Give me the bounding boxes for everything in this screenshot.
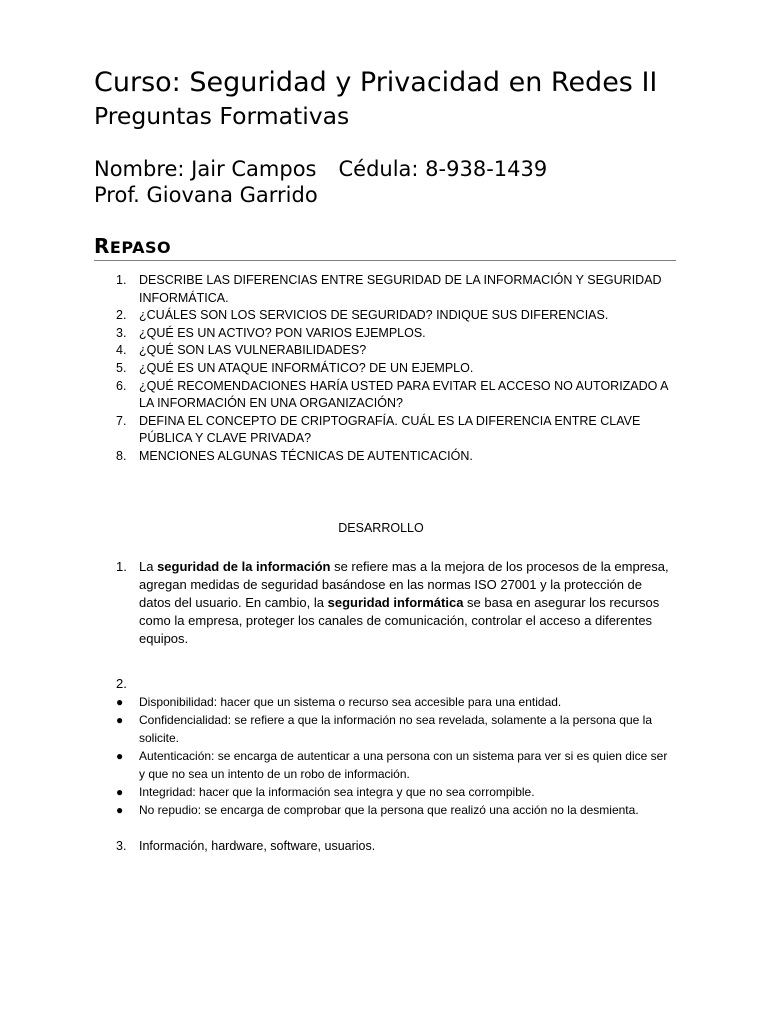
question-item: 5. ¿QUÉ ES UN ATAQUE INFORMÁTICO? DE UN EJEMPLO. (116, 360, 474, 375)
question-item: 1. DESCRIBE LAS DIFERENCIAS ENTRE SEGURIDAD DE LA INFORMACIÓN Y SEGURIDAD INFORMÁTICA. (116, 273, 662, 305)
student-name: Nombre: Jair Campos (94, 157, 317, 181)
section-heading-repaso: REPASO (94, 234, 676, 261)
document-page (94, 66, 676, 855)
answer-2-number: 2. (116, 675, 127, 691)
answer-2-bullets (94, 693, 676, 819)
question-item: 7. DEFINA EL CONCEPTO DE CRIPTOGRAFÍA. CUÁL ES LA DIFERENCIA ENTRE CLAVE PÚBLICA Y CLAVE PRIVADA? (116, 413, 641, 446)
bullet-icon: ● (116, 748, 124, 763)
development-title: DESARROLLO (338, 520, 424, 535)
bullet-item: ● Confidencialidad: se refiere a que la información no sea revelada, solamente a la persona que la solicite. (116, 712, 652, 745)
question-item: 8. MENCIONES ALGUNAS TÉCNICAS DE AUTENTICACIÓN. (116, 448, 473, 463)
bullet-item: ● Disponibilidad: hacer que un sistema o recurso sea accesible para una entidad. (116, 694, 562, 709)
question-item: 2. ¿CUÁLES SON LOS SERVICIOS DE SEGURIDAD? INDIQUE SUS DIFERENCIAS. (116, 308, 609, 323)
answer-list (94, 558, 676, 649)
question-item: 3. ¿QUÉ ES UN ACTIVO? PON VARIOS EJEMPLOS. (116, 325, 426, 340)
bullet-icon: ● (116, 802, 124, 817)
student-info (94, 156, 676, 208)
student-id: Cédula: 8-938-1439 (338, 157, 548, 181)
bullet-item: ● No repudio: se encarga de comprobar que la persona que realizó una acción no la desmienta. (116, 802, 639, 817)
professor-name: Prof. Giovana Garrido (94, 183, 318, 207)
question-item: 6. ¿QUÉ RECOMENDACIONES HARÍA USTED PARA EVITAR EL ACCESO NO AUTORIZADO A LA INFORMACIÓN EN UNA ORGANIZACIÓN? (116, 378, 668, 411)
answer-3: 3. Información, hardware, software, usuarios. (116, 838, 376, 853)
question-item: 4. ¿QUÉ SON LAS VULNERABILIDADES? (116, 343, 367, 358)
bullet-icon: ● (116, 784, 124, 799)
bullet-icon: ● (116, 712, 124, 727)
document-subtitle: Preguntas Formativas (94, 102, 350, 130)
course-title: Curso: Seguridad y Privacidad en Redes II (94, 67, 658, 98)
bullet-item: ● Autenticación: se encarga de autenticar a una persona con un sistema para ver si es quien dice ser y que no sea un intento de un robo de información. (116, 748, 668, 781)
bullet-icon: ● (116, 694, 124, 709)
question-list (94, 272, 676, 466)
bullet-item: ● Integridad: hacer que la información sea integra y que no sea corrompible. (116, 784, 535, 799)
bold-term: seguridad informática (327, 594, 464, 610)
answer-1: 1. La seguridad de la información se refiere mas a la mejora de los procesos de la empresa, agregan medidas de seguridad basándose en las normas ISO 27001 y la protección de datos del usuario. En cambio, la seguridad informática se basa en asegurar los recursos como la empresa, proteger los canales de comunicación, controlar el acceso a diferentes equipos. (116, 558, 669, 647)
bold-term: seguridad de la información (157, 558, 331, 574)
